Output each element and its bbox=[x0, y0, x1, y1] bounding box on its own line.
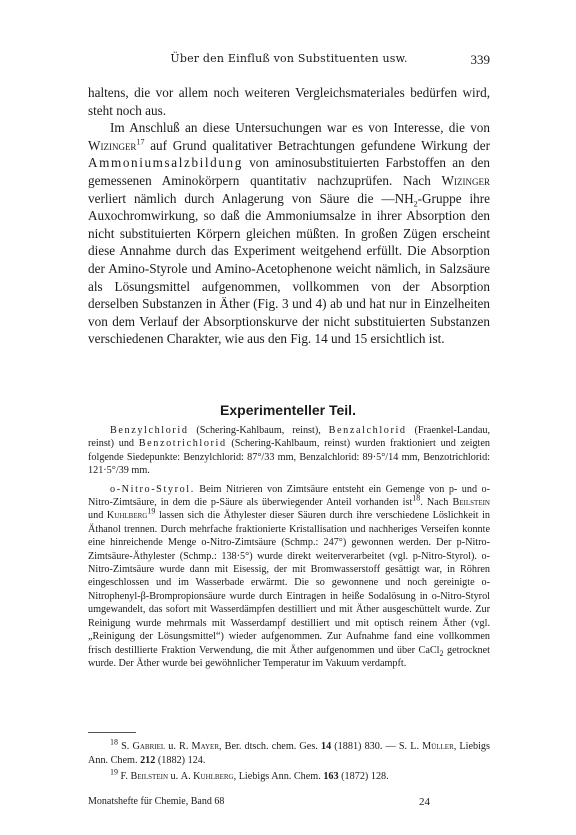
text-run: , Liebigs Ann. Chem. bbox=[233, 771, 324, 783]
author-name: R. Mayer bbox=[179, 741, 219, 752]
subscript: 2 bbox=[413, 199, 418, 209]
footnote bbox=[88, 767, 490, 784]
author-name: S. Gabriel bbox=[121, 741, 166, 752]
text-run: (Fraenkel-Landau, reinst) und bbox=[88, 425, 490, 450]
running-title: Über den Einfluß von Substituenten usw. bbox=[170, 52, 408, 65]
text-run: . Nach bbox=[420, 497, 453, 509]
text-run: von aminosubstituierten Farbstoffen an den gemessenen Aminokörpern quantitativ nachzuprüfen. Nach bbox=[88, 155, 490, 188]
text-run: getrocknet wurde. Der Äther wurde bei gewöhnlicher Temperatur im Vakuum verdampft. bbox=[88, 644, 490, 669]
text-run: -Gruppe ihre Auxochromwirkung, so daß die Ammoniumsalze in ihrer Absorption den nicht substituierten Körpern gleichen müßten. In großen Zügen erscheint diese Annahme durch das Experiment weitgehend erfüllt. Die Absorption der Amino-Styrole und Amino-Acetophenone weicht nämlich, in Salzsäure als Lösungsmittel aufgenommen, vollkommen von der Absorption derselben Substanzen in Äther (Fig. 3 und 4) ab und hat nur in Einzelheiten von dem Verlauf der Absorptionskurve der nicht substituierten Substanzen verschiedenen Charakter, wie aus den Fig. 14 und 15 ersichtlich ist. bbox=[88, 190, 490, 347]
text-run: verliert nämlich durch Anlagerung von Säure die —NH bbox=[88, 190, 414, 206]
text-run: , Liebigs Ann. Chem. bbox=[88, 741, 490, 766]
compound-name: Benzalchlorid bbox=[328, 425, 407, 436]
footnote bbox=[88, 737, 490, 767]
footnotes bbox=[88, 737, 490, 787]
subscript: 2 bbox=[439, 648, 444, 658]
author-name: Beilstein bbox=[452, 497, 490, 509]
text-run: u. bbox=[165, 741, 180, 752]
paragraph-text: haltens, die vor allem noch weiteren Vergleichsmateriales bedürfen wird, steht noch aus. bbox=[88, 85, 490, 118]
text-run: u. bbox=[168, 771, 181, 783]
author-name: Kuhlberg bbox=[106, 510, 148, 522]
footnote-ref: 17 bbox=[136, 137, 145, 147]
journal-line: Monatshefte für Chemie, Band 68 bbox=[88, 796, 225, 807]
text-run: (1872) 128. bbox=[338, 771, 389, 783]
compound-name: Benzylchlorid bbox=[110, 425, 189, 436]
compound-name: Benzotrichlorid bbox=[138, 438, 227, 450]
author-name: Wizinger bbox=[441, 172, 490, 188]
text-run: (Schering-Kahlbaum, reinst) wurden fraktioniert und zeigten folgende Siedepunkte: Benzylchlorid: 87°/33 mm, Benzalchlorid: 89·5°/14 mm, Benzotrichlorid: 121·5°/39 mm. bbox=[88, 438, 490, 477]
page-number: 339 bbox=[470, 52, 490, 67]
text-run: (1881) 830. — S. L. bbox=[331, 741, 423, 752]
paragraph bbox=[88, 84, 490, 119]
text-run: Beim Nitrieren von Zimtsäure entsteht ein Gemenge von p- und o-Nitro-Zimtsäure, in dem die p-Säure als überwiegender Anteil vorhanden ist bbox=[88, 483, 490, 509]
paragraph bbox=[88, 119, 490, 348]
author-name: Wizinger bbox=[88, 137, 137, 153]
text-run: Im Anschluß an diese Untersuchungen war es von Interesse, die von bbox=[110, 120, 490, 136]
page-footer bbox=[88, 796, 490, 810]
text-run: auf Grund qualitativer Betrachtungen gefundene Wirkung der bbox=[144, 137, 490, 153]
compound-name: o-Nitro-Styrol. bbox=[110, 483, 195, 495]
author-name: Müller bbox=[422, 741, 454, 752]
experimental-text bbox=[88, 424, 490, 670]
text-run: und bbox=[88, 510, 107, 522]
text-run: (Schering-Kahlbaum, reinst), bbox=[188, 425, 329, 436]
text-run: , Ber. dtsch. chem. Ges. bbox=[219, 741, 321, 752]
footnote-number: 19 bbox=[110, 767, 118, 777]
footnote-ref: 18 bbox=[412, 493, 421, 503]
author-name: A. Kuhlberg bbox=[180, 771, 234, 783]
text-run: (1882) 124. bbox=[155, 754, 206, 766]
author-name: F. Beilstein bbox=[120, 771, 168, 783]
footnote-number: 18 bbox=[110, 737, 118, 747]
text-run: lassen sich die Äthylester dieser Säuren durch ihre verschiedene Löslichkeit in Äthanol trennen. Durch mehrfache fraktionierte Kristallisation und nachheriges Verseifen konnte eine hinreichende Menge o-Nitro-Zimtsäure (Schmp.: 247°) gewonnen werden. Der p-Nitro-Zimtsäure-Äthylester (Schmp.: 138·5°) wurde direkt weiterverarbeitet (vgl. p-Nitro-Styrol). o-Nitro-Zimtsäure wurde dann mit Eisessig, der mit Bromwasserstoff gesättigt war, in Röhren eingeschlossen und im Wasserbade erwärmt. Die so gewonnene und noch gereinigte o-Nitrophenyl-β-Brompropionsäure wurde durch Eintragen in heiße Sodalösung in o-Nitro-Styrol umgewandelt, das sofort mit Wasserdämpfen destilliert und mit Äther ausgeschüttelt wurde. Zur Reinigung wurde mehrmals mit Wasserdampf destilliert und mit optisch reinem Äther (vgl. „Reinigung der Lösungsmittel“) wieder aufgenommen. Zur Aufnahme fand eine vollkommen frisch destillierte Fraktion Verwendung, die mit Äther aufgenommen und über CaCl bbox=[88, 510, 490, 656]
signature-mark: 24 bbox=[419, 796, 430, 808]
paragraph bbox=[88, 424, 490, 478]
volume-number: 163 bbox=[323, 771, 339, 783]
section-title: Experimenteller Teil. bbox=[220, 402, 356, 418]
volume-number: 14 bbox=[320, 741, 332, 752]
running-header bbox=[88, 52, 490, 68]
emphasized-term: Ammoniumsalzbildung bbox=[88, 155, 243, 171]
paragraph bbox=[88, 483, 490, 671]
volume-number: 212 bbox=[140, 754, 156, 766]
main-text bbox=[88, 84, 490, 348]
footnote-divider bbox=[88, 732, 136, 733]
footnote-ref: 19 bbox=[147, 507, 156, 517]
